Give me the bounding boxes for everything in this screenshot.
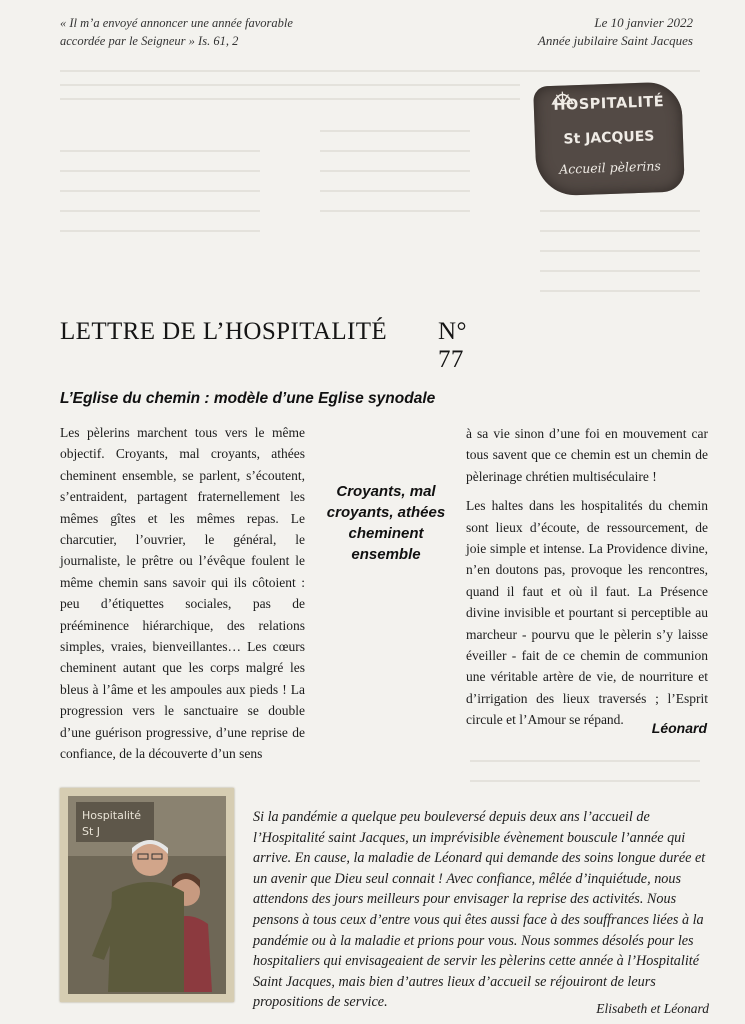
show-through-line — [320, 190, 470, 192]
show-through-line — [60, 70, 700, 72]
issue-number: N° 77 — [438, 318, 467, 373]
article-signature: Léonard — [651, 720, 707, 736]
show-through-line — [320, 170, 470, 172]
hospitalite-logo — [533, 81, 685, 196]
article-right-column — [466, 423, 708, 731]
show-through-line — [320, 150, 470, 152]
logo-line-1: HOSPITALITÉ — [553, 94, 665, 114]
show-through-line — [320, 210, 470, 212]
issue-dateline — [538, 14, 693, 50]
article-left-column — [60, 422, 305, 765]
pull-quote: Croyants, mal croyants, athées cheminent ensemble — [326, 483, 446, 563]
show-through-line — [60, 150, 260, 152]
epigraph-quote — [60, 14, 320, 50]
health-notice: Si la pandémie a quelque peu bouleversé depuis deux ans l’accueil de l’Hospitalité saint Jacques, un imprévisible évènement bouscule l’année qui arrive. En cause, la maladie de Léonard qui demande des soins longue durée et un avenir que Dieu seul connait ! Avec confiance, mêlée d’inquiétude, nous attendons des jours meilleurs pour envisager la reprise des activités. Nous pensons à tous ceux d’entre vous qui êtes aussi face à des souffrances liées à la pandémie ou à la maladie et prions pour vous. Nous sommes désolés pour les hospitaliers qui envisageaient de servir les pèlerins cette année à l’Hospitalité Saint Jacques, mais bien d’autres lieux d’accueil se réjouiront de leurs propositions de service. — [253, 809, 706, 1011]
newsletter-title — [60, 318, 467, 373]
show-through-line — [60, 230, 260, 232]
show-through-line — [60, 210, 260, 212]
founders-photo — [60, 788, 234, 1002]
show-through-line — [470, 780, 700, 782]
show-through-line — [320, 130, 470, 132]
article-paragraph: Les pèlerins marchent tous vers le même objectif. Croyants, mal croyants, athées cheminent ensemble, se parlent, s’écoutent, s’entraident, partagent fraternellement les mêmes gîtes et les mêmes repas. Le charcutier, l’ouvrier, le général, le journaliste, le prêtre ou l’évêque foulent le même chemin sans savoir qui ils côtoient : peu d’étiquettes sociales, pas de prééminence hiérarchique, des relations simples, vraies, bienveillantes… Les cœurs cheminent autant que les corps malgré les bleus à l’âme et les ampoules aux pieds ! La progression vers le sanctuaire se double d’une guérison progressive, d’une reprise de confiance, de la découverte d’un sens — [60, 425, 305, 762]
founders-photo-image — [68, 796, 226, 994]
show-through-line — [470, 760, 700, 762]
show-through-line — [540, 230, 700, 232]
newsletter-title-text: LETTRE DE L’HOSPITALITÉ — [60, 318, 388, 345]
photo-sign-line-1: Hospitalité — [82, 809, 142, 822]
show-through-line — [60, 170, 260, 172]
logo-line-2: St JACQUES — [563, 128, 655, 148]
epigraph-line-2: accordée par le Seigneur » Is. 61, 2 — [60, 34, 239, 48]
notice-signature: Elisabeth et Léonard — [596, 1001, 709, 1016]
show-through-line — [540, 210, 700, 212]
show-through-line — [60, 190, 260, 192]
issue-date: Le 10 janvier 2022 — [594, 15, 693, 30]
show-through-line — [60, 98, 520, 100]
show-through-line — [60, 84, 520, 86]
article-paragraph: à sa vie sinon d’une foi en mouvement car tous savent que ce chemin est un chemin de pèlerinage chrétien multiséculaire ! — [466, 426, 708, 484]
article-paragraph: Les haltes dans les hospitalités du chemin sont lieux d’écoute, de ressourcement, de joie simple et intense. La Providence divine, n’en doutons pas, provoque les rencontres, quand il faut et où il faut. La Présence divine invisible et pourtant si perceptible au marcheur - pourvu que le pèlerin s’y laisse éveiller - fait de ce chemin de communion une véritable artère de vie, de nourriture et d’irrigation des lieux traversés ; l’Esprit circule et l’Amour se répand. — [466, 498, 708, 728]
epigraph-line-1: « Il m’a envoyé annoncer une année favorable — [60, 16, 293, 30]
logo-line-3: Accueil pèlerins — [558, 158, 662, 177]
show-through-line — [540, 290, 700, 292]
jubilee-year-label: Année jubilaire Saint Jacques — [537, 33, 693, 48]
show-through-line — [540, 250, 700, 252]
article-subtitle: L’Eglise du chemin : modèle d’une Eglise synodale — [60, 390, 436, 407]
show-through-line — [540, 270, 700, 272]
photo-sign-line-2: St J — [82, 825, 101, 838]
